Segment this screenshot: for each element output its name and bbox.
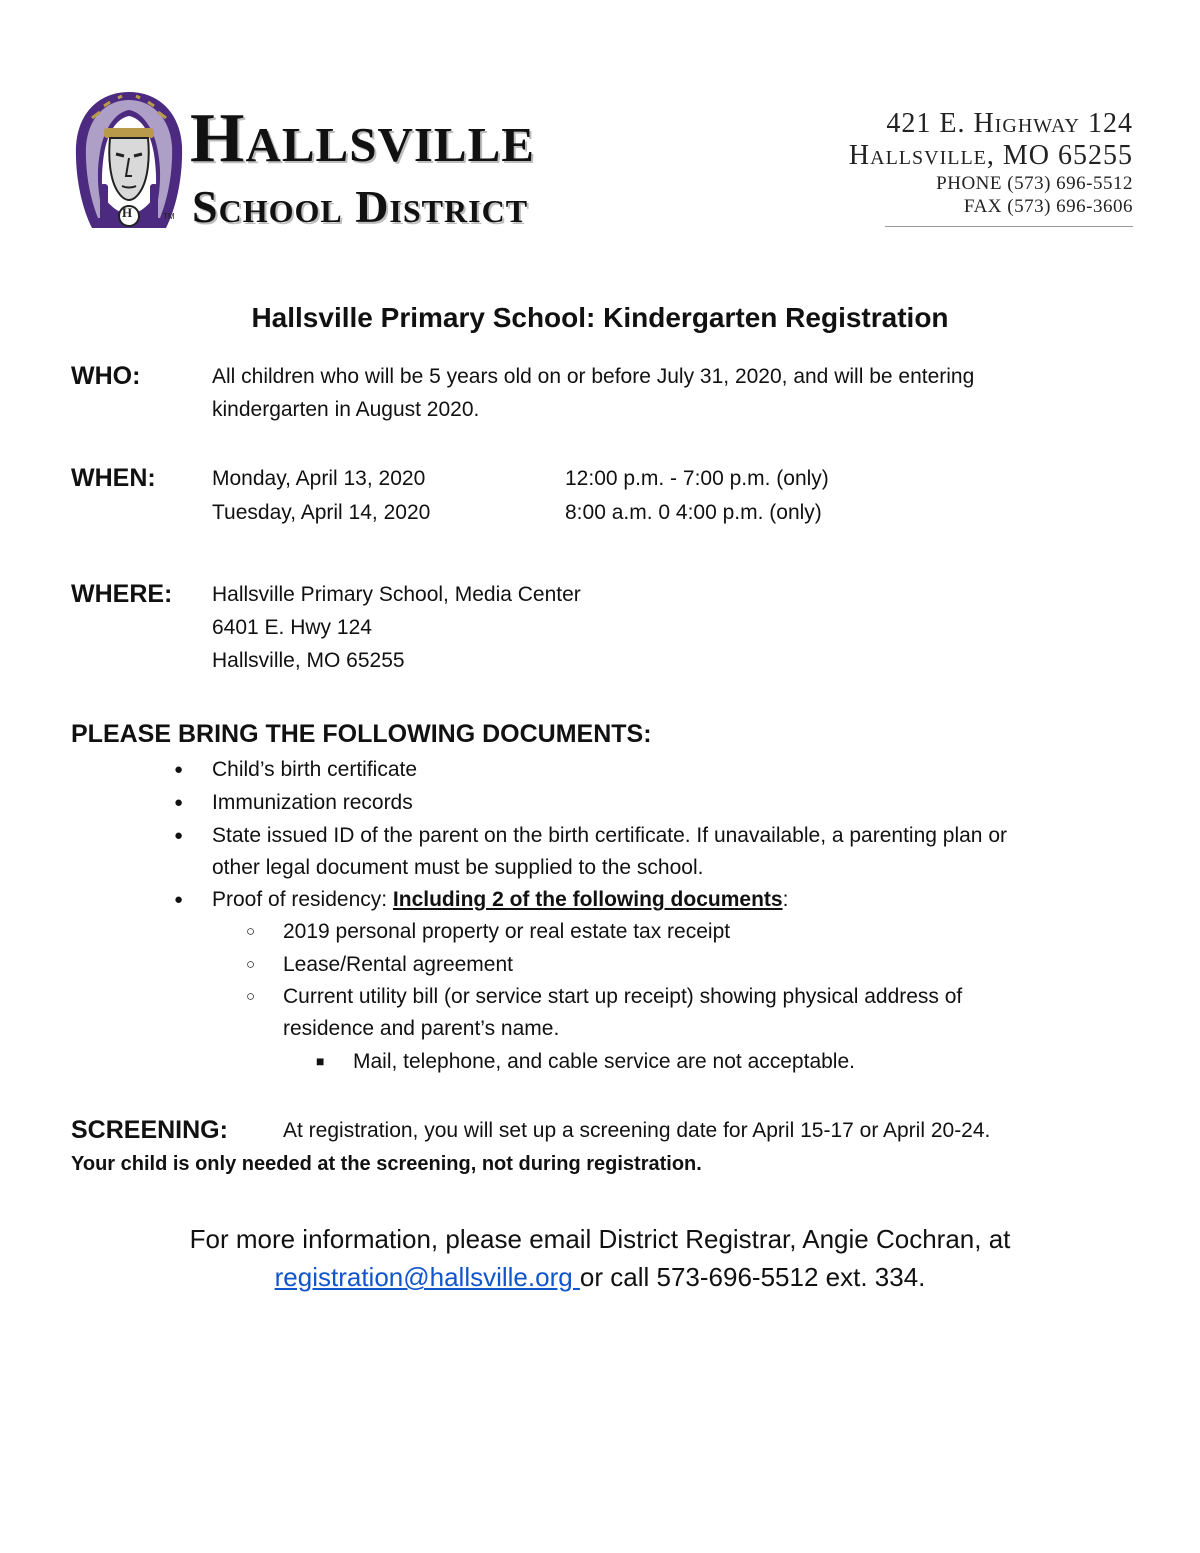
documents-heading: PLEASE BRING THE FOLLOWING DOCUMENTS: xyxy=(71,720,652,748)
where-line1: Hallsville Primary School, Media Center xyxy=(212,583,581,606)
document-item-state-id-line2: other legal document must be supplied to the school. xyxy=(212,856,704,879)
utility-exclusion-note: Mail, telephone, and cable service are not acceptable. xyxy=(353,1050,855,1073)
sub-bullet-icon: ○ xyxy=(246,923,256,940)
emblem-letter: H xyxy=(122,205,133,220)
who-text-line2: kindergarten in August 2020. xyxy=(212,398,480,421)
who-text-line1: All children who will be 5 years old on or before July 31, 2020, and will be entering xyxy=(212,365,975,388)
square-bullet-icon: ■ xyxy=(316,1053,325,1069)
bullet-icon: ● xyxy=(174,761,184,778)
address-line2: Hallsville, MO 65255 xyxy=(848,140,1133,171)
where-label: WHERE: xyxy=(71,580,173,608)
residency-item-utility-line2: residence and parent’s name. xyxy=(283,1017,560,1040)
fax-number: FAX (573) 696-3606 xyxy=(963,196,1133,217)
when-time-2: 8:00 a.m. 0 4:00 p.m. (only) xyxy=(565,501,822,524)
when-date-1: Monday, April 13, 2020 xyxy=(212,467,426,490)
where-line2: 6401 E. Hwy 124 xyxy=(212,616,372,639)
sub-bullet-icon: ○ xyxy=(246,988,256,1005)
residency-item-utility-line1: Current utility bill (or service start up receipt) showing physical address of xyxy=(283,985,963,1008)
contact-line1: For more information, please email District Registrar, Angie Cochran, at xyxy=(189,1224,1011,1254)
who-label: WHO: xyxy=(71,362,141,390)
district-name-line1: Hallsville xyxy=(190,100,535,177)
bullet-icon: ● xyxy=(174,891,184,908)
phone-number: PHONE (573) 696-5512 xyxy=(936,173,1133,194)
residency-prefix: Proof of residency: xyxy=(212,888,393,911)
address-divider xyxy=(885,226,1133,227)
residency-emphasis: Including 2 of the following documents xyxy=(392,888,783,911)
contact-line2 xyxy=(0,1258,1200,1296)
residency-suffix: : xyxy=(782,888,789,911)
document-item-birth-certificate: Child’s birth certificate xyxy=(212,758,418,781)
when-time-1: 12:00 p.m. - 7:00 p.m. (only) xyxy=(565,467,829,490)
document-item-state-id-line1: State issued ID of the parent on the birth certificate. If unavailable, a parenting plan or xyxy=(212,824,1007,847)
screening-text: At registration, you will set up a screening date for April 15-17 or April 20-24. xyxy=(283,1119,991,1142)
address-line1: 421 E. Highway 124 xyxy=(886,108,1133,139)
district-address xyxy=(849,108,1133,218)
document-item-residency xyxy=(212,883,788,916)
sub-bullet-icon: ○ xyxy=(246,956,256,973)
document-item-immunization: Immunization records xyxy=(212,791,413,814)
residency-item-tax-receipt: 2019 personal property or real estate tax receipt xyxy=(283,920,731,943)
contact-info xyxy=(0,1220,1200,1296)
where-line3: Hallsville, MO 65255 xyxy=(212,649,405,672)
screening-note: Your child is only needed at the screening, not during registration. xyxy=(71,1153,702,1175)
screening-label: SCREENING: xyxy=(71,1116,228,1144)
bullet-icon: ● xyxy=(174,827,184,844)
when-label: WHEN: xyxy=(71,464,156,492)
when-date-2: Tuesday, April 14, 2020 xyxy=(212,501,431,524)
page-title: Hallsville Primary School: Kindergarten Registration xyxy=(251,302,949,333)
bullet-icon: ● xyxy=(174,794,184,811)
contact-phone-text: or call 573-696-5512 ext. 334. xyxy=(579,1262,926,1292)
district-name-line2: School District xyxy=(192,181,529,232)
registrar-email-link[interactable]: registration@hallsville.org xyxy=(274,1262,580,1292)
residency-item-lease: Lease/Rental agreement xyxy=(283,953,513,976)
trademark-mark: TM xyxy=(163,212,175,221)
